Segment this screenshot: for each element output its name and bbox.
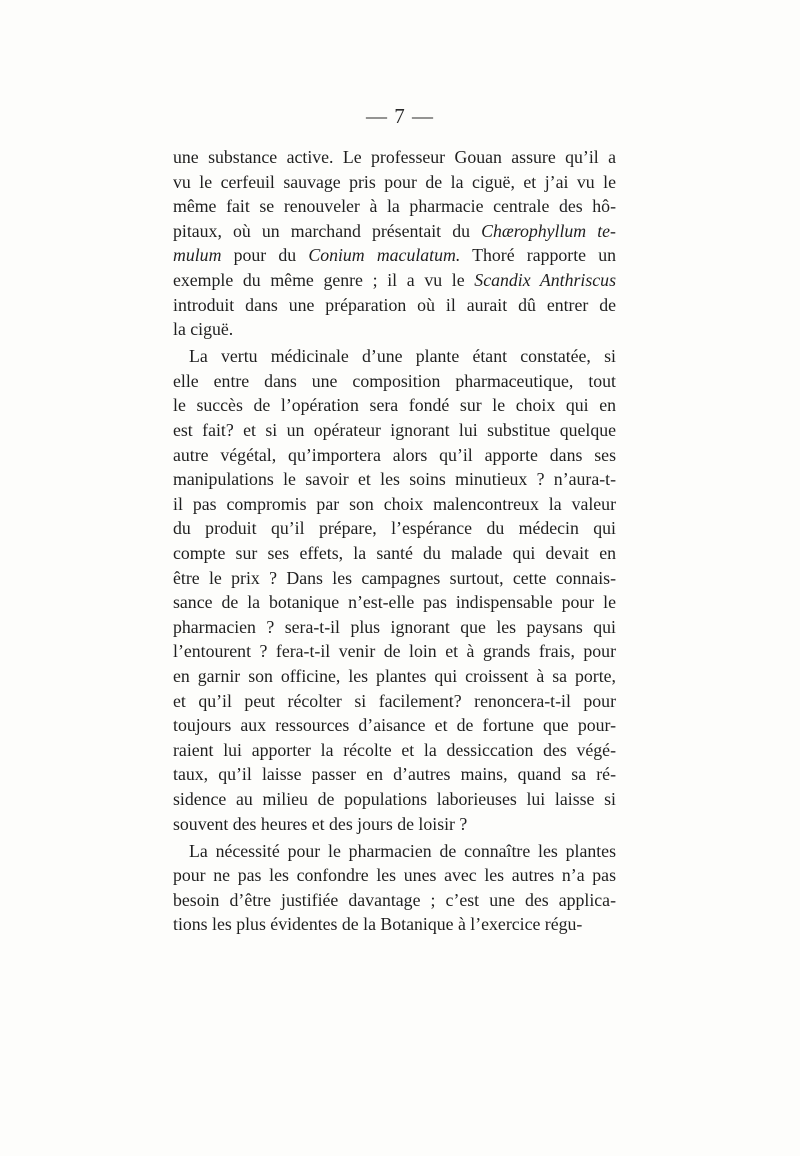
paragraph (173, 344, 616, 836)
text-line: pitaux, où un marchand présentait du Chærophyllum te- (173, 220, 616, 241)
text-line: pour ne pas les confondre les unes avec les autres n’a pas (173, 865, 616, 886)
text-line: autre végétal, qu’importera alors qu’il apporte dans ses (173, 444, 616, 465)
text-line: même fait se renouveler à la pharmacie centrale des hô- (173, 196, 616, 217)
text-line: La nécessité pour le pharmacien de connaître les plantes (189, 840, 616, 861)
text-line: compte sur ses effets, la santé du malade qui devait en (173, 543, 616, 563)
text-line: mulum pour du Conium maculatum. Thoré rapporte un (173, 245, 616, 266)
text-line: il pas compromis par son choix malencontreux la valeur (173, 493, 616, 514)
text-line: introduit dans une préparation où il aurait dû entrer de (173, 294, 616, 315)
body-text (173, 145, 616, 937)
text-line: La vertu médicinale d’une plante étant constatée, si (189, 346, 616, 367)
italic-botanical-name: Chærophyllum te- (481, 220, 616, 241)
paragraph (173, 145, 616, 342)
text-line: manipulations le savoir et les soins minutieux ? n’aura-t- (173, 469, 616, 490)
text-line: du produit qu’il prépare, l’espérance du médecin qui (173, 518, 616, 539)
text-line: le succès de l’opération sera fondé sur le choix qui en (173, 395, 616, 416)
text-line: tions les plus évidentes de la Botanique à l’exercice régu- (173, 914, 583, 935)
text-line: raient lui apporter la récolte et la dessiccation des végé- (173, 739, 616, 760)
text-line: en garnir son officine, les plantes qui croissent à sa porte, (173, 665, 616, 686)
page-number: — 7 — (366, 104, 434, 128)
italic-botanical-name: mulum (173, 245, 222, 266)
paragraph (173, 839, 616, 937)
text-line: pharmacien ? sera-t-il plus ignorant que les paysans qui (173, 616, 616, 637)
text-line: exemple du même genre ; il a vu le Scandix Anthriscus (173, 269, 616, 290)
text-line: vu le cerfeuil sauvage pris pour de la ciguë, et j’ai vu le (173, 171, 616, 192)
italic-botanical-name: Scandix Anthriscus (474, 269, 616, 290)
text-line: taux, qu’il laisse passer en d’autres mains, quand sa ré- (173, 764, 616, 785)
text-line: est fait? et si un opérateur ignorant lui substitue quelque (173, 420, 616, 441)
italic-botanical-name: Conium maculatum. (308, 245, 461, 266)
text-line: et qu’il peut récolter si facilement? renoncera-t-il pour (173, 690, 616, 711)
text-line: elle entre dans une composition pharmaceutique, tout (173, 370, 616, 391)
text-line: la ciguë. (173, 319, 234, 340)
text-line: toujours aux ressources d’aisance et de fortune que pour- (173, 715, 616, 736)
text-line: sidence au milieu de populations laborieuses lui laisse si (173, 788, 616, 809)
text-line: sance de la botanique n’est-elle pas indispensable pour le (173, 592, 616, 613)
text-line: une substance active. Le professeur Gouan assure qu’il a (173, 147, 616, 167)
text-line: l’entourent ? fera-t-il venir de loin et à grands frais, pour (173, 641, 616, 662)
text-line: souvent des heures et des jours de loisir ? (173, 813, 468, 834)
text-line: besoin d’être justifiée davantage ; c’est une des applica- (173, 889, 616, 910)
text-line: être le prix ? Dans les campagnes surtout, cette connais- (173, 567, 616, 588)
